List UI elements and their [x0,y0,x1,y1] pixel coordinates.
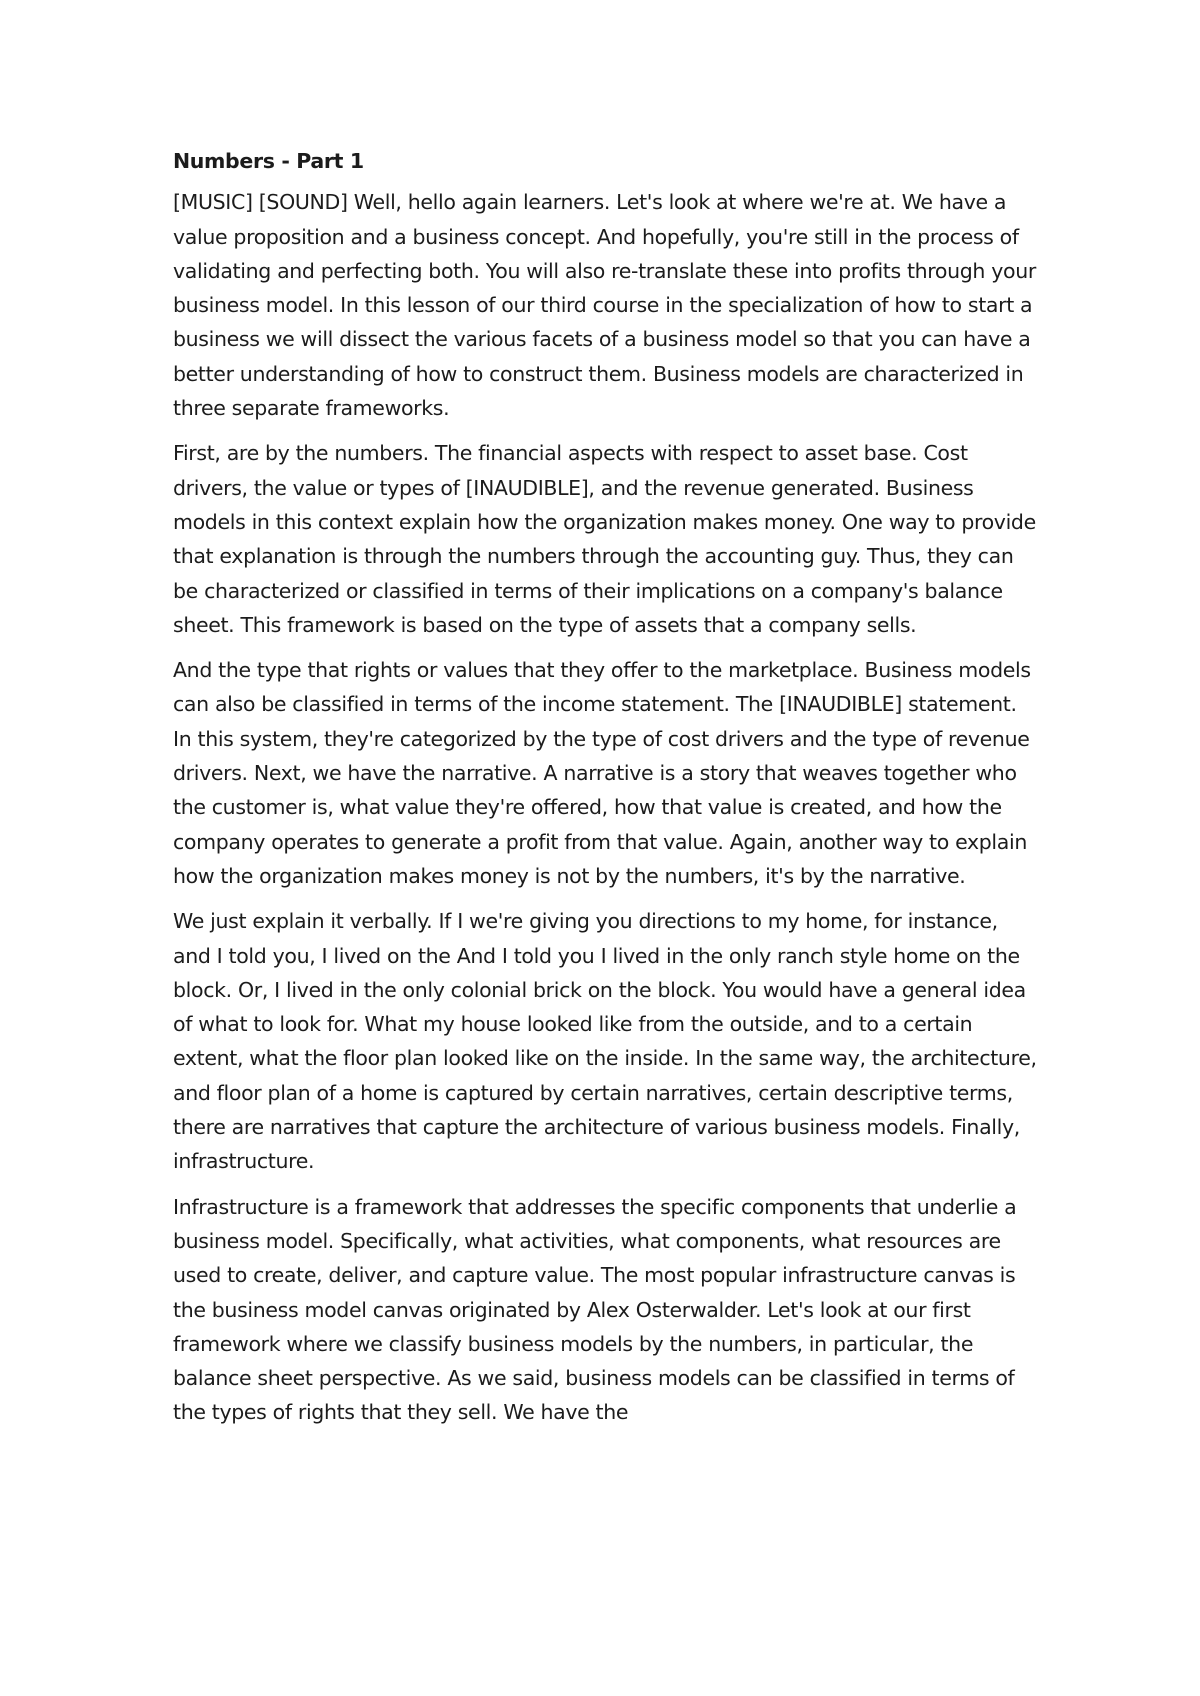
document-title: Numbers - Part 1 [173,149,364,173]
document-body [173,144,1039,1441]
paragraph-4: We just explain it verbally. If I we're giving you directions to my home, for instance, and I told you, I lived on the And I told you I lived in the only ranch style home on the block. Or, I lived in the only colonial brick on the block. You would have a general idea of what to look for. What my house looked like from the outside, and to a certain extent, what the floor plan looked like on the inside. In the same way, the architecture, and floor plan of a home is captured by certain narratives, certain descriptive terms, there are narratives that capture the architecture of various business models. Finally, infrastructure. [173,909,1037,1174]
paragraph-2: First, are by the numbers. The financial aspects with respect to asset base. Cost drivers, the value or types of [INAUDIBLE], and the revenue generated. Business models in this context explain how the organization makes money. One way to provide that explanation is through the numbers through the accounting guy. Thus, they can be characterized or classified in terms of their implications on a company's balance sheet. This framework is based on the type of assets that a company sells. [173,441,1036,637]
paragraph-1: [MUSIC] [SOUND] Well, hello again learners. Let's look at where we're at. We have a value proposition and a business concept. And hopefully, you're still in the process of validating and perfecting both. You will also re-translate these into profits through your business model. In this lesson of our third course in the specialization of how to start a business we will dissect the various facets of a business model so that you can have a better understanding of how to construct them. Business models are characterized in three separate frameworks. [173,190,1036,421]
paragraph-3: And the type that rights or values that they offer to the marketplace. Business models can also be classified in terms of the income statement. The [INAUDIBLE] statement. In this system, they're categorized by the type of cost drivers and the type of revenue drivers. Next, we have the narrative. A narrative is a story that weaves together who the customer is, what value they're offered, how that value is created, and how the company operates to generate a profit from that value. Again, another way to explain how the organization makes money is not by the numbers, it's by the narrative. [173,658,1031,888]
paragraph-5: Infrastructure is a framework that addresses the specific components that underlie a business model. Specifically, what activities, what components, what resources are used to create, deliver, and capture value. The most popular infrastructure canvas is the business model canvas originated by Alex Osterwalder. Let's look at our first framework where we classify business models by the numbers, in particular, the balance sheet perspective. As we said, business models can be classified in terms of the types of rights that they sell. We have the [173,1194,1017,1425]
